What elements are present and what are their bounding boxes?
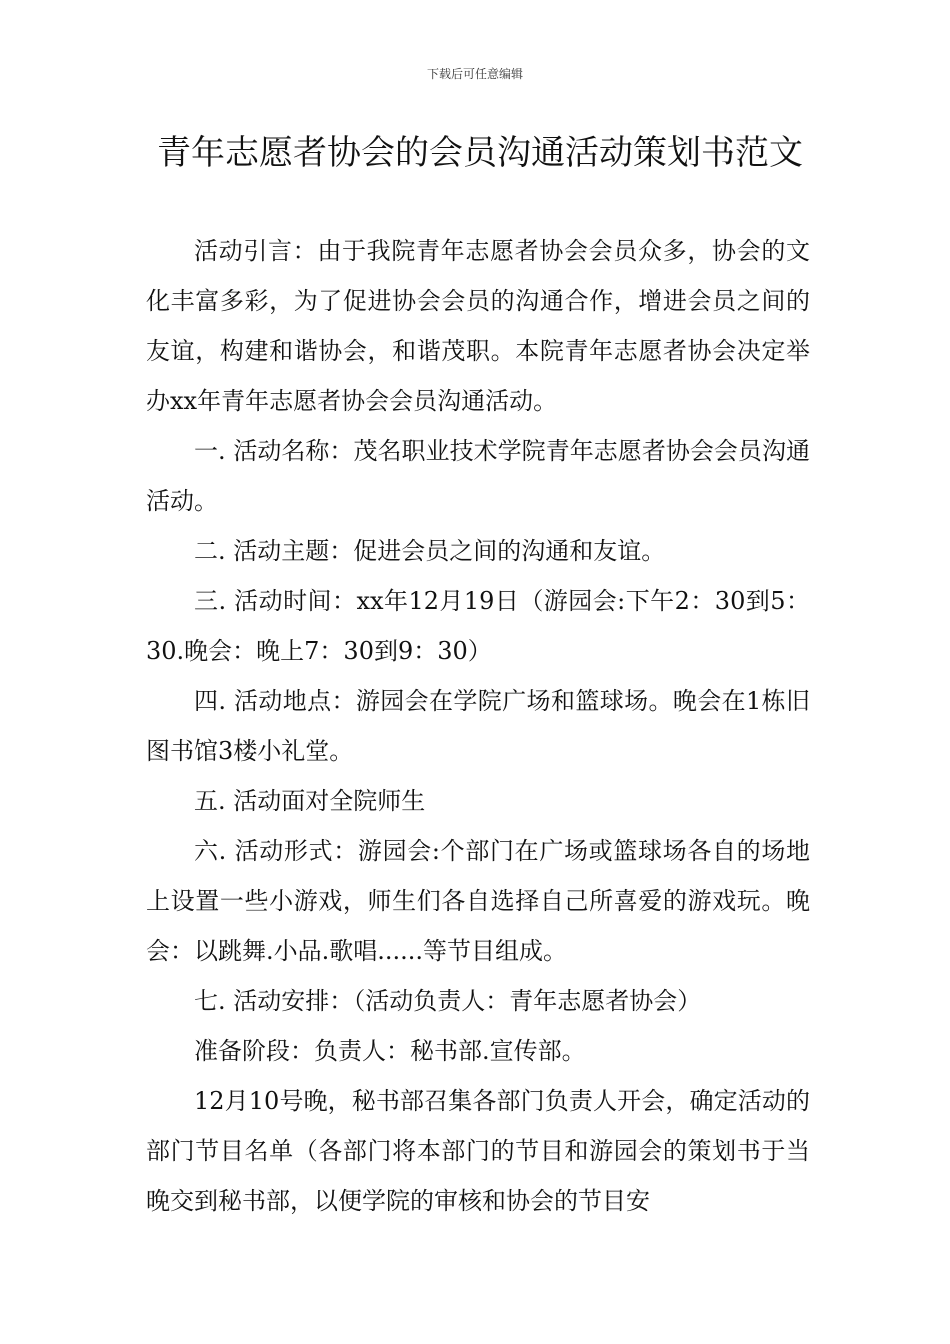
paragraph-intro: 活动引言：由于我院青年志愿者协会会员众多，协会的文化丰富多彩，为了促进协会会员的沟通合作，增进会员之间的友谊，构建和谐协会，和谐茂职。本院青年志愿者协会决定举办xx年青年志愿者协会会员沟通活动。 <box>146 237 810 415</box>
paragraph-activity-audience: 五. 活动面对全院师生 <box>194 787 426 815</box>
document-body <box>146 226 810 1226</box>
header-note: 下载后可任意编辑 <box>426 67 523 81</box>
paragraph-activity-format: 六. 活动形式：游园会:个部门在广场或篮球场各自的场地上设置一些小游戏，师生们各自选择自己所喜爱的游戏玩。晚会：以跳舞.小品.歌唱......等节目组成。 <box>146 837 810 965</box>
paragraph-activity-arrangement: 七. 活动安排：（活动负责人：青年志愿者协会） <box>194 987 702 1015</box>
paragraph-preparation-stage: 准备阶段：负责人：秘书部.宣传部。 <box>194 1037 586 1065</box>
paragraph-activity-time: 三. 活动时间：xx年12月19日（游园会:下午2：30到5：30.晚会：晚上7：30到9：30） <box>146 587 810 665</box>
paragraph-dec-10-meeting: 12月10号晚，秘书部召集各部门负责人开会，确定活动的部门节目名单（各部门将本部门的节目和游园会的策划书于当晚交到秘书部，以便学院的审核和协会的节目安 <box>146 1087 810 1215</box>
document-title: 青年志愿者协会的会员沟通活动策划书范文 <box>157 133 803 173</box>
paragraph-activity-theme: 二. 活动主题：促进会员之间的沟通和友谊。 <box>194 537 666 565</box>
paragraph-activity-name: 一. 活动名称：茂名职业技术学院青年志愿者协会会员沟通活动。 <box>146 437 810 515</box>
paragraph-activity-location: 四. 活动地点：游园会在学院广场和篮球场。晚会在1栋旧图书馆3楼小礼堂。 <box>146 687 810 765</box>
